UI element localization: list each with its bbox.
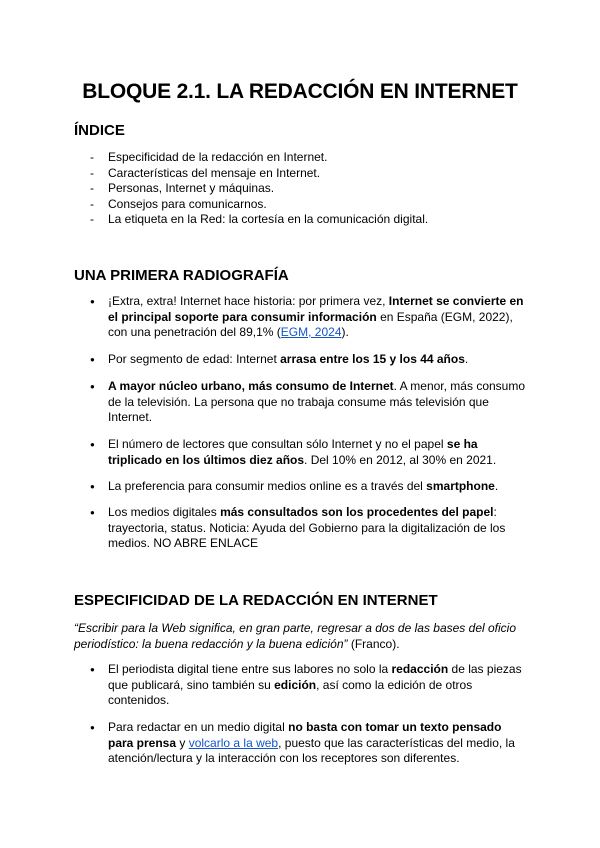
radiografia-list — [90, 505, 530, 552]
indice-heading: ÍNDICE — [74, 122, 125, 139]
radiografia-list — [90, 437, 530, 468]
especificidad-list — [90, 720, 530, 767]
radiografia-list — [90, 479, 530, 495]
list-item: ● Los medios digitales más consultados son los procedentes del papel: trayectoria, status. Noticia: Ayuda del Gobierno para la digitalización de los medios. NO ABRE ENLACE — [90, 505, 530, 552]
radiografia-list — [90, 379, 530, 426]
list-item: - Consejos para comunicarnos. — [90, 197, 428, 213]
list-item: ● Para redactar en un medio digital no basta con tomar un texto pensado para prensa y volcarlo a la web, puesto que las características del medio, la atención/lectura y la interacción con los receptores son diferentes. — [90, 720, 530, 767]
list-item: - Características del mensaje en Internet. — [90, 166, 428, 182]
radiografia-heading: UNA PRIMERA RADIOGRAFÍA — [74, 267, 289, 284]
egm-2024-link[interactable]: EGM, 2024 — [280, 325, 342, 339]
indice-list — [90, 150, 428, 228]
list-item: ● Por segmento de edad: Internet arrasa entre los 15 y los 44 años. — [90, 352, 530, 368]
list-item: ● La preferencia para consumir medios online es a través del smartphone. — [90, 479, 530, 495]
radiografia-list — [90, 352, 530, 368]
especificidad-list — [90, 662, 530, 709]
especificidad-heading: ESPECIFICIDAD DE LA REDACCIÓN EN INTERNET — [74, 592, 438, 609]
franco-quote: “Escribir para la Web significa, en gran parte, regresar a dos de las bases del oficio periodístico: la buena redacción y la buena edición” (Franco). — [74, 621, 517, 651]
list-item: - Personas, Internet y máquinas. — [90, 181, 428, 197]
list-item: ● A mayor núcleo urbano, más consumo de Internet. A menor, más consumo de la televisión. La persona que no trabaja consume más televisión que Internet. — [90, 379, 530, 426]
list-item: ● El número de lectores que consultan sólo Internet y no el papel se ha triplicado en los últimos diez años. Del 10% en 2012, al 30% en 2021. — [90, 437, 530, 468]
radiografia-list — [90, 294, 530, 341]
volcarlo-link[interactable]: volcarlo a la web — [188, 735, 279, 750]
list-item: - Especificidad de la redacción en Internet. — [90, 150, 428, 166]
list-item: - La etiqueta en la Red: la cortesía en la comunicación digital. — [90, 212, 428, 228]
list-item: ● El periodista digital tiene entre sus labores no solo la redacción de las piezas que publicará, sino también su edición, así como la edición de otros contenidos. — [90, 662, 530, 709]
page-title: BLOQUE 2.1. LA REDACCIÓN EN INTERNET — [82, 80, 518, 103]
list-item: ● ¡Extra, extra! Internet hace historia: por primera vez, Internet se convierte en el principal soporte para consumir información en España (EGM, 2022), con una penetración del 89,1% (EGM, 2024). — [90, 294, 530, 341]
